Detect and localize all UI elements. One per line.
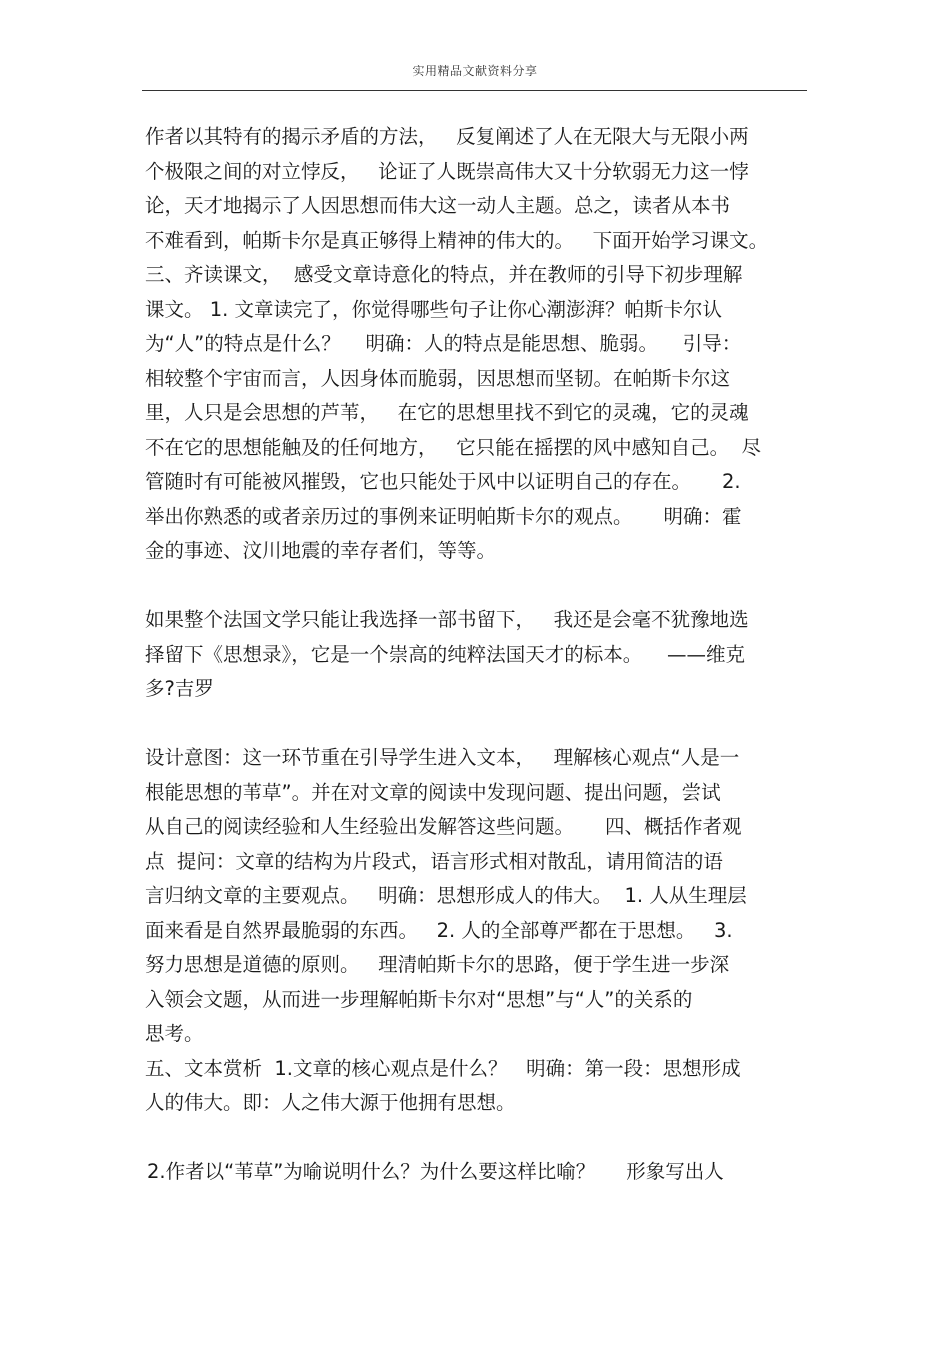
- text-line: 不难看到，帕斯卡尔是真正够得上精神的伟大的。 下面开始学习课文。: [145, 228, 769, 252]
- quote-line: 多?吉罗: [145, 677, 214, 700]
- text-line: 入领会文题，从而进一步理解帕斯卡尔对“思想”与“人”的关系的: [145, 987, 693, 1011]
- document-body: [145, 120, 807, 1190]
- page-header: 实用精品文献资料分享: [412, 64, 538, 78]
- text-line: 举出你熟悉的或者亲历过的事例来证明帕斯卡尔的观点。 明确：霍: [145, 504, 742, 528]
- text-line: 2.作者以“苇草”为喻说明什么？为什么要这样比喻？ 形象写出人: [147, 1160, 724, 1183]
- paragraph-gap: [145, 707, 807, 742]
- quote-line: 择留下《思想录》，它是一个崇高的纯粹法国天才的标本。 ——维克: [145, 642, 746, 666]
- text-line: 个极限之间的对立悖反， 论证了人既崇高伟大又十分软弱无力这一悖: [145, 159, 749, 183]
- text-line: 里，人只是会思想的芦苇， 在它的思想里找不到它的灵魂，它的灵魂: [145, 401, 749, 424]
- text-line: 论，天才地揭示了人因思想而伟大这一动人主题。总之，读者从本书: [145, 194, 731, 217]
- text-line: 课文。 1. 文章读完了，你觉得哪些句子让你心潮澎湃？帕斯卡尔认: [145, 297, 723, 321]
- text-line: 点 提问：文章的结构为片段式，语言形式相对散乱，请用简洁的语: [145, 849, 723, 873]
- paragraph-gap: [145, 569, 807, 604]
- text-line: 努力思想是道德的原则。 理清帕斯卡尔的思路，便于学生进一步深: [145, 953, 730, 976]
- text-line: 思考。: [145, 1022, 204, 1045]
- quote-line: 如果整个法国文学只能让我选择一部书留下， 我还是会毫不犹豫地选: [145, 608, 749, 631]
- text-line: 言归纳文章的主要观点。 明确：思想形成人的伟大。 1. 人从生理层: [145, 884, 747, 907]
- text-line: 金的事迹、汶川地震的幸存者们，等等。: [145, 539, 497, 562]
- text-line: 三、齐读课文， 感受文章诗意化的特点，并在教师的引导下初步理解: [145, 263, 743, 286]
- text-line: 不在它的思想能触及的任何地方， 它只能在摇摆的风中感知自己。 尽: [145, 435, 761, 459]
- text-line: 面来看是自然界最脆弱的东西。 2. 人的全部尊严都在于思想。 3.: [145, 918, 733, 942]
- text-line: 五、文本赏析 1.文章的核心观点是什么？ 明确：第一段：思想形成: [145, 1056, 741, 1080]
- header-divider: [142, 90, 807, 91]
- text-line: 人的伟大。即：人之伟大源于他拥有思想。: [145, 1091, 516, 1114]
- text-line: 相较整个宇宙而言，人因身体而脆弱，因思想而坚韧。在帕斯卡尔这: [145, 366, 731, 390]
- text-line: 设计意图：这一环节重在引导学生进入文本， 理解核心观点“人是一: [145, 746, 740, 769]
- text-line: 作者以其特有的揭示矛盾的方法， 反复阐述了人在无限大与无限小两: [145, 125, 749, 148]
- text-line: 根能思想的苇草”。并在对文章的阅读中发现问题、提出问题，尝试: [145, 780, 721, 804]
- text-line: 从自己的阅读经验和人生经验出发解答这些问题。 四、概括作者观: [145, 815, 742, 838]
- text-line: 管随时有可能被风摧毁，它也只能处于风中以证明自己的存在。 2.: [145, 470, 741, 493]
- text-line: 为“人”的特点是什么？ 明确：人的特点是能思想、脆弱。 引导：: [145, 332, 742, 355]
- paragraph-gap: [145, 1121, 807, 1156]
